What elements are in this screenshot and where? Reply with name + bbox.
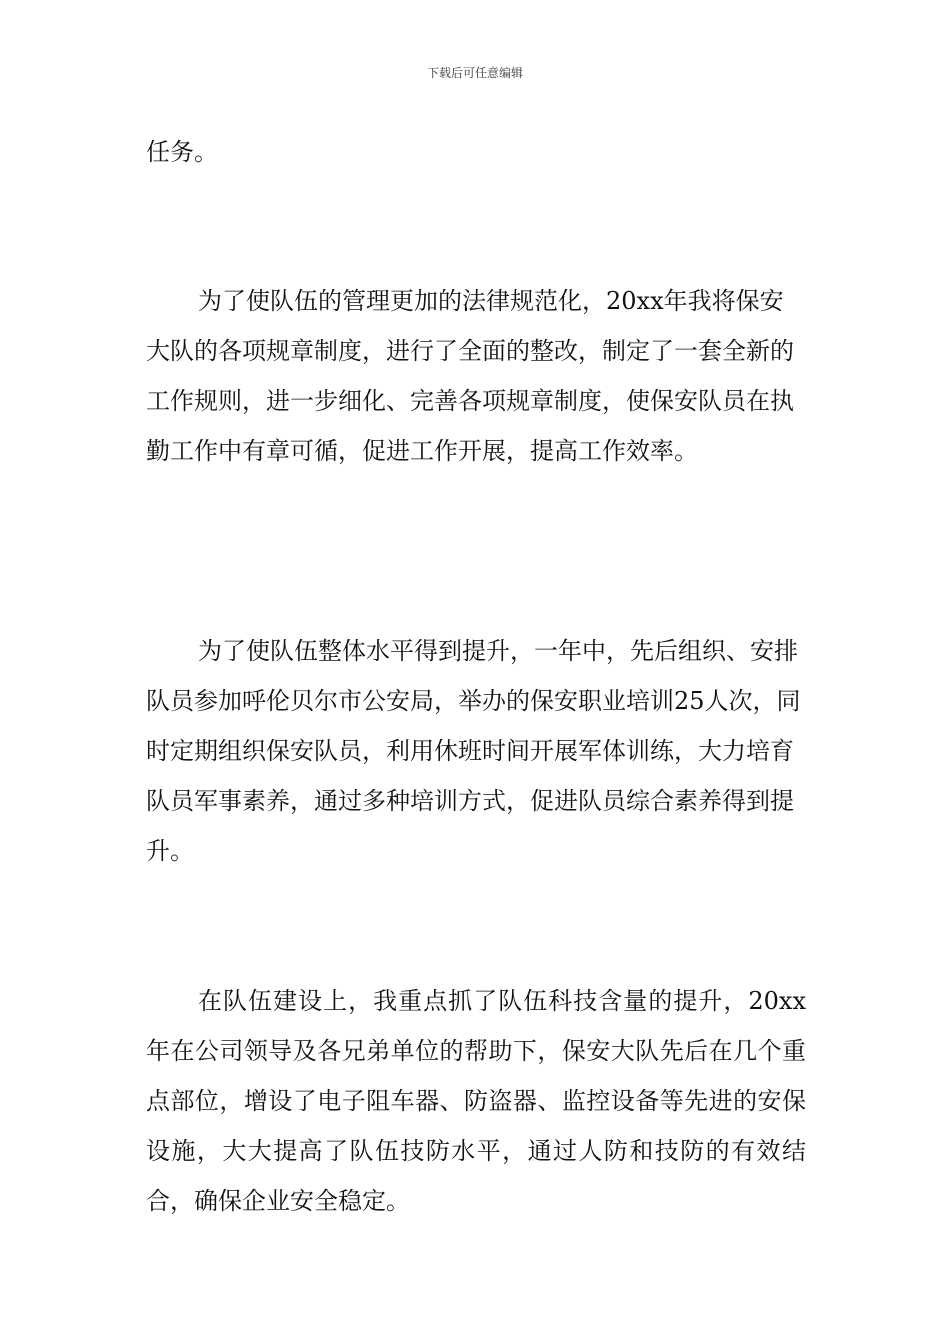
paragraph-technology: 在队伍建设上，我重点抓了队伍科技含量的提升，20xx年在公司领导及各兄弟单位的帮助下，保安大队先后在几个重点部位，增设了电子阻车器、防盗器、监控设备等先进的安保设施，大大提高了队伍技防水平，通过人防和技防的有效结合，确保企业安全稳定。 — [146, 987, 806, 1215]
paragraph-continuation: 任务。 — [146, 138, 218, 166]
paragraph-regulations: 为了使队伍的管理更加的法律规范化，20xx年我将保安大队的各项规章制度，进行了全面的整改，制定了一套全新的工作规则，进一步细化、完善各项规章制度，使保安队员在执勤工作中有章可循，促进工作开展，提高工作效率。 — [146, 287, 794, 465]
paragraph-training: 为了使队伍整体水平得到提升，一年中，先后组织、安排队员参加呼伦贝尔市公安局，举办的保安职业培训25人次，同时定期组织保安队员，利用休班时间开展军体训练，大力培育队员军事素养，通过多种培训方式，促进队员综合素养得到提升。 — [146, 637, 801, 865]
page-header: 下载后可任意编辑 — [426, 66, 523, 80]
